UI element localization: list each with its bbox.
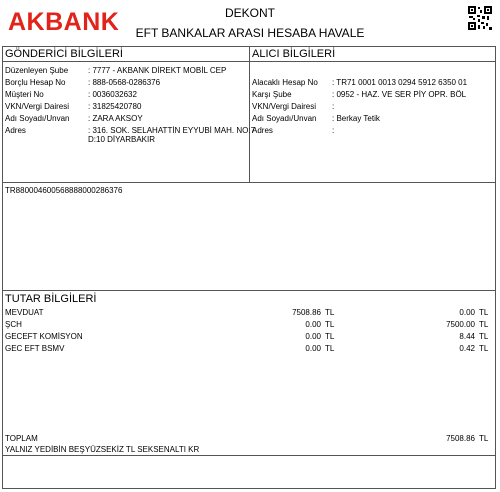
receiver-section-title: ALICI BİLGİLERİ <box>252 48 336 60</box>
section-divider <box>2 455 496 456</box>
column-divider <box>249 46 250 182</box>
total-in-words: YALNIZ YEDİBİN BEŞYÜZSEKİZ TL SEKSENALTI KR <box>5 445 200 454</box>
section-divider <box>2 290 496 291</box>
amounts-section-title: TUTAR BİLGİLERİ <box>5 293 97 305</box>
bank-logo: AKBANK <box>8 8 120 36</box>
transaction-description: TR880004600568888000286376 <box>5 186 123 195</box>
document-subtitle: EFT BANKALAR ARASI HESABA HAVALE <box>135 26 365 40</box>
sender-section-title: GÖNDERİCİ BİLGİLERİ <box>5 48 123 60</box>
qr-code-icon <box>468 6 492 30</box>
section-divider <box>2 182 496 183</box>
document-title: DEKONT <box>224 6 275 20</box>
